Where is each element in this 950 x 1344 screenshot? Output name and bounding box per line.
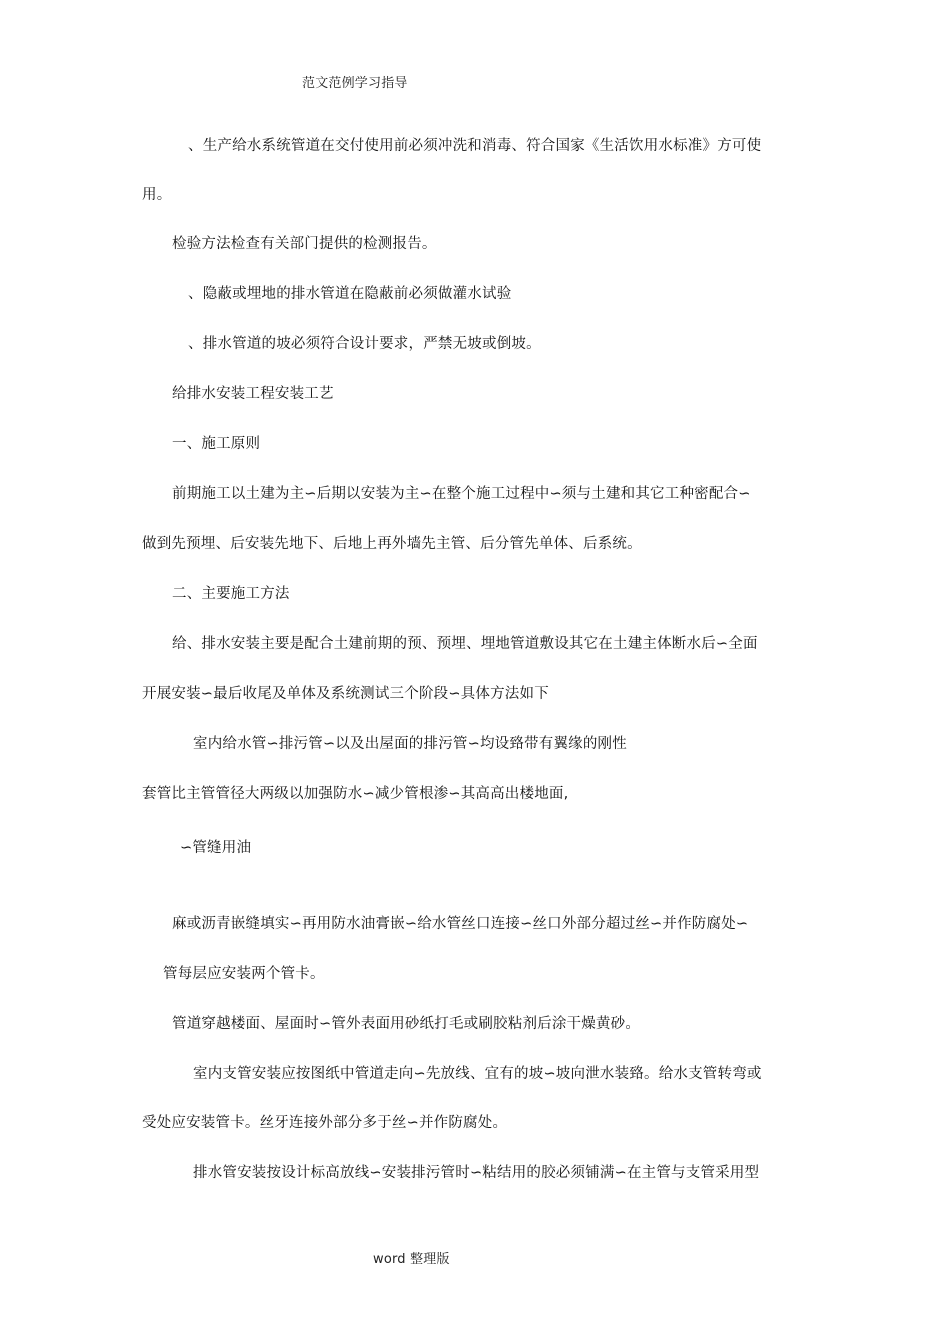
paragraph-line: 、排水管道的坡必须符合设计要求，严禁无坡或倒坡。 [188, 336, 541, 352]
paragraph-line: 麻或沥青嵌缝填实∽再用防水油膏嵌∽给水管丝口连接∽丝口外部分超过丝∽并作防腐处∽ [172, 916, 749, 932]
page-footer: word 整理版 [373, 1252, 450, 1267]
paragraph-line: 套管比主管管径大两级以加强防水∽减少管根渗∽其高高出楼地面, [142, 786, 569, 802]
paragraph-line: 给、排水安装主要是配合土建前期的预、预埋、埋地管道敷设其它在土建主体断水后∽全面 [172, 636, 758, 652]
paragraph-line: 室内支管安装应按图纸中管道走向∽先放线、宜有的坡∽坡向泄水装臵。给水支管转弯或 [193, 1066, 762, 1082]
section-heading: 二、主要施工方法 [172, 586, 290, 602]
paragraph-line: 受处应安装管卡。丝牙连接外部分多于丝∽并作防腐处。 [142, 1115, 508, 1131]
paragraph-line: 、生产给水系统管道在交付使用前必须冲洗和消毒、符合国家《生活饮用水标准》方可使 [188, 138, 762, 154]
paragraph-line: 室内给水管∽排污管∽以及出屋面的排污管∽均设臵带有翼缘的刚性 [193, 736, 627, 752]
paragraph-line: 管道穿越楼面、屋面时∽管外表面用砂纸打毛或刷胶粘剂后涂干燥黄砂。 [172, 1016, 641, 1032]
paragraph-line: 检验方法检查有关部门提供的检测报告。 [172, 236, 437, 252]
paragraph-line: 管每层应安装两个管卡。 [163, 966, 325, 982]
paragraph-line: 用。 [142, 187, 172, 203]
paragraph-line: 做到先预埋、后安装先地下、后地上再外墙先主管、后分管先单体、后系统。 [142, 536, 642, 552]
paragraph-line: 开展安装∽最后收尾及单体及系统测试三个阶段∽具体方法如下 [142, 686, 549, 702]
paragraph-line: 前期施工以土建为主∽后期以安装为主∽在整个施工过程中∽须与土建和其它工种密配合∽ [172, 486, 751, 502]
section-heading: 一、施工原则 [172, 436, 261, 452]
section-heading: 给排水安装工程安装工艺 [172, 386, 334, 402]
paragraph-line: 排水管安装按设计标高放线∽安装排污管时∽粘结用的胶必须铺满∽在主管与支管采用型 [193, 1165, 760, 1181]
paragraph-line: 、隐蔽或埋地的排水管道在隐蔽前必须做灌水试验 [188, 286, 512, 302]
paragraph-line: ∽管缝用油 [180, 840, 252, 856]
page-header: 范文范例学习指导 [302, 76, 408, 91]
